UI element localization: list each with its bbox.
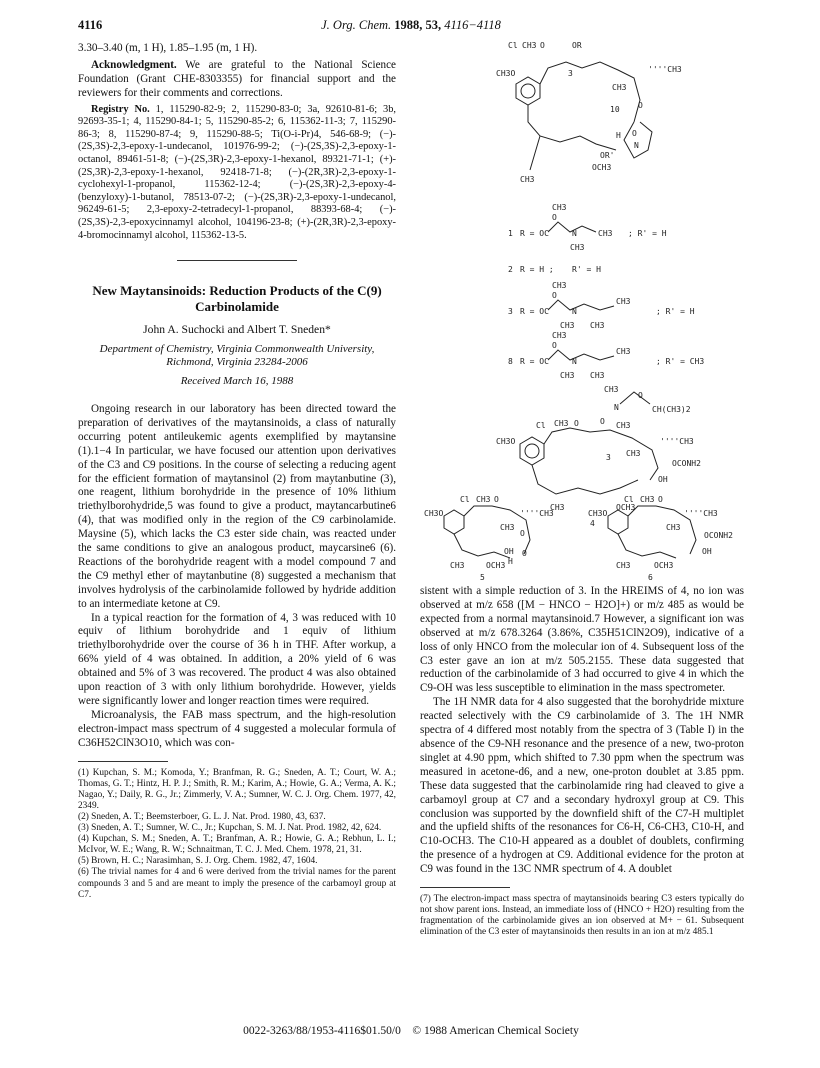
svg-text:CH3O: CH3O — [588, 509, 608, 518]
svg-text:O: O — [574, 419, 579, 428]
svg-text:2: 2 — [508, 265, 513, 274]
svg-text:CH3: CH3 — [666, 523, 681, 532]
svg-text:CH3: CH3 — [554, 419, 569, 428]
svg-text:OCH3: OCH3 — [616, 503, 636, 512]
affiliation: Department of Chemistry, Virginia Commonwealth University, Richmond, Virginia 23284-2006 — [99, 343, 375, 369]
svg-text:5: 5 — [480, 573, 485, 580]
svg-text:1: 1 — [508, 229, 513, 238]
svg-text:O: O — [540, 41, 545, 50]
received-date: Received March 16, 1988 — [180, 375, 294, 388]
authors: John A. Suchocki and Albert T. Sneden* — [143, 323, 331, 337]
svg-text:CH3: CH3 — [476, 495, 491, 504]
svg-text:R = OC: R = OC — [520, 307, 549, 316]
svg-text:CH3O: CH3O — [424, 509, 444, 518]
svg-text:CH3: CH3 — [560, 321, 575, 330]
svg-text:CH3: CH3 — [552, 331, 567, 340]
svg-text:N: N — [572, 307, 577, 316]
svg-text:O: O — [520, 529, 525, 538]
svg-text:O: O — [522, 549, 527, 558]
svg-text:N: N — [572, 229, 577, 238]
svg-text:OCH3: OCH3 — [654, 561, 674, 570]
footnotes-left — [78, 768, 396, 901]
svg-text:O: O — [600, 417, 605, 426]
svg-text:O: O — [632, 129, 637, 138]
svg-text:CH3: CH3 — [520, 175, 535, 184]
body-paragraph-2: In a typical reaction for the formation of 4, 3 was reduced with 10 equiv of lithium borohydride and 1 equiv of lithium triethylborohydride over the course of 36 h in THF. After workup, a 66% yield of 4 was obtained. In addition, a 20% yield of 6 was obtained and 5% of 3 was recovered. The product 4 was also obtained upon reaction of 3 with only lithium borohydride. However, yields were significantly lower and longer reaction times were required. — [78, 611, 396, 707]
svg-text:OR: OR — [572, 41, 582, 50]
svg-text:4: 4 — [590, 519, 595, 528]
svg-text:CH3: CH3 — [560, 371, 575, 380]
acknowledgment: Acknowledgment. We are grateful to the National Science Foundation (Grant CHE-8303355) for financial support and the reviewers for their comments and corrections. — [78, 58, 396, 99]
svg-text:R = OC: R = OC — [520, 357, 549, 366]
svg-text:Cl: Cl — [536, 421, 546, 430]
svg-text:O: O — [552, 213, 557, 222]
footnote: (6) The trivial names for 4 and 6 were derived from the trivial names for the parent compounds 3 and 5 and are meant to imply the presence of the carbamoyl group at C7. — [78, 867, 396, 900]
svg-text:H: H — [616, 131, 621, 140]
svg-text:10: 10 — [610, 105, 620, 114]
body-paragraph-4: sistent with a simple reduction of 3. In the HREIMS of 4, no ion was observed at m/z 658 ([M − HNCO − H2O]+) or m/z 485 as would be expected from a normal maytansinoid.7 However, a significant ion was observed at m/z 678.3264 (3.86%, C35H51ClN2O9), indicative of a loss of only HNCO from the molecular ion of 4. Subsequent loss of the C3 ester gave an ion at m/z 505.2155. These data suggested that reduction of the carbinolamide of 3 had occurred to give 4 in which the C9-OH was less susceptible to elimination in the mass spectrometer. — [420, 585, 744, 695]
footnote-divider — [420, 887, 510, 888]
svg-text:CH3: CH3 — [616, 421, 631, 430]
page-header — [78, 18, 744, 36]
svg-text:''''CH3: ''''CH3 — [660, 437, 694, 446]
svg-text:N: N — [634, 141, 639, 150]
svg-text:CH3: CH3 — [604, 385, 619, 394]
svg-text:Cl: Cl — [624, 495, 634, 504]
footnote: (1) Kupchan, S. M.; Komoda, Y.; Branfman, R. G.; Sneden, A. T.; Court, W. A.; Thomas, G. T.; Hintz, H. P. J.; Smith, R. M.; Karim, A.; Howie, G. A.; Verma, A. K.; Nagao, Y.; Daily, R. G., Jr.; Zimmerly, V. A.; Sumner, W. C. J. Org. Chem. 1977, 42, 2349. — [78, 767, 396, 811]
svg-text:8: 8 — [508, 357, 513, 366]
body-paragraph-3: Microanalysis, the FAB mass spectrum, and the high-resolution electron-impact mass spectrum of 4 suggested a molecular formula of C36H52ClN3O10, which was con- — [78, 708, 396, 749]
svg-text:CH3: CH3 — [626, 449, 641, 458]
prev-article-tail: 3.30–3.40 (m, 1 H), 1.85–1.95 (m, 1 H). — [78, 42, 258, 54]
footnote: (7) The electron-impact mass spectra of maytansinoids bearing C3 esters typically do not show parent ions. Instead, an immediate loss of (HNCO + H2O) resulting from the fragmentation of the carbinolamide gives an ion observed at M+ − 61. Subsequent elimination of the C3 ester of maytansinoids then results in an ion at m/z 485.1 — [420, 894, 744, 938]
svg-text:Cl: Cl — [460, 495, 470, 504]
svg-text:CH3: CH3 — [590, 321, 605, 330]
svg-text:OH: OH — [658, 475, 668, 484]
svg-text:O: O — [494, 495, 499, 504]
svg-text:''''CH3: ''''CH3 — [520, 509, 554, 518]
svg-text:CH(CH3)2: CH(CH3)2 — [652, 405, 691, 414]
svg-text:N: N — [614, 403, 619, 412]
right-column — [420, 585, 744, 938]
footnote: (2) Sneden, A. T.; Beemsterboer, G. L. J. Nat. Prod. 1980, 43, 637. — [78, 812, 326, 822]
svg-text:Cl: Cl — [508, 41, 518, 50]
footnotes-right — [420, 894, 744, 938]
svg-text:CH3: CH3 — [552, 203, 567, 212]
copyright: © 1988 American Chemical Society — [412, 1025, 579, 1037]
svg-text:; R' = CH3: ; R' = CH3 — [656, 357, 705, 366]
svg-text:CH3: CH3 — [500, 523, 515, 532]
registry-numbers: Registry No. 1, 115290-82-9; 2, 115290-83-0; 3a, 92610-81-6; 3b, 92693-35-1; 4, 115290-84-1; 5, 115290-85-2; 6, 115362-11-3; 7, 115290-86-3; 8, 115290-87-4; 9, 115290-88-5; Ti(O-i-Pr)4, 546-68-9; (−)-(2S,3S)-2,3-epoxy-1-undecanol, 101976-99-2; (−)-(2S,3S)-2,3-epoxy-1-octanol, 89461-51-8; (−)-(2S,3R)-2,3-epoxy-1-hexanol, 89321-71-1; (+)-(2S,3R)-2,3-epoxy-1-hexanol, 92418-71-8; (−)-(2R,3R)-2,3-epoxy-1-cyclohexyl-1-propanol, 115362-12-4; (−)-(2S,3R)-2,3-epoxy-4-(benzyloxy)-1-butanol, 78513-07-2; (−)-(2S,3R)-2,3-epoxy-1-undecanol, 96249-61-5; 2,3-epoxy-2-tetradecyl-1-propanol, 88393-68-4; (−)-(2S,3S)-2,3-epoxycinnamyl alcohol, 104196-23-8; (+)-(2R,3R)-2,3-epoxy-4-bromocinnamyl alcohol, 115362-13-5. — [78, 103, 397, 241]
body-paragraph-1: Ongoing research in our laboratory has been directed toward the preparation of derivatives of the maytansinoids, a class of naturally occurring potent antileukemic agents exemplified by maytansine (1).1−4 In particular, we have focused our attention upon derivatives of the C3 and C9 positions. In the course of selecting a reducing agent for the efficient formation of maytansinol (2) from maytanbutine (3), one reagent, lithium borohydride in the presence of 10% lithium triethylborohydride,5 was found to give a product, maytancarbutine6 (4), that was modified only in the region of the C9 carbinolamide. Maysine (5), which lacks the C3 ester side chain, was reacted under the same conditions to give an analogous product, maycarsine6 (6). Reactions of the borohydride reagent with a model compound 7 and the C9 methyl ether of maytanbutine (8) suggested a mechanism that involves hydrolysis of the carbinolamide followed by hydride addition to an intermediate ketone at C9. — [78, 402, 396, 610]
svg-text:O: O — [638, 101, 643, 110]
svg-text:N: N — [572, 357, 577, 366]
svg-text:CH3: CH3 — [640, 495, 655, 504]
svg-text:CH3: CH3 — [522, 41, 537, 50]
svg-text:OH: OH — [504, 547, 514, 556]
article-code: 0022-3263/88/1953-4116$01.50/0 — [243, 1025, 401, 1037]
chemical-structures-figure — [420, 40, 750, 580]
svg-text:O: O — [658, 495, 663, 504]
svg-text:''''CH3: ''''CH3 — [648, 65, 682, 74]
svg-text:3: 3 — [606, 453, 611, 462]
svg-text:CH3O: CH3O — [496, 437, 516, 446]
svg-text:OCONH2: OCONH2 — [704, 531, 733, 540]
compound-table — [508, 203, 704, 380]
svg-text:R' = H: R' = H — [572, 265, 601, 274]
article-title: New Maytansinoids: Reduction Products of the C(9) Carbinolamide — [92, 283, 382, 315]
compound-5-structure — [424, 495, 554, 580]
footnote: (3) Sneden, A. T.; Sumner, W. C., Jr.; Kupchan, S. M. J. Nat. Prod. 1982, 42, 624. — [78, 823, 382, 834]
compound-6-structure — [588, 495, 733, 580]
svg-text:CH3: CH3 — [616, 297, 631, 306]
svg-text:CH3: CH3 — [598, 229, 613, 238]
svg-text:OCONH2: OCONH2 — [672, 459, 701, 468]
svg-text:CH3: CH3 — [612, 83, 627, 92]
svg-text:; R' = H: ; R' = H — [656, 307, 695, 316]
svg-text:O: O — [552, 341, 557, 350]
svg-text:6: 6 — [648, 573, 653, 580]
page-number: 4116 — [78, 18, 103, 32]
footnote: (5) Brown, H. C.; Narasimhan, S. J. Org. Chem. 1982, 47, 1604. — [78, 856, 318, 867]
svg-text:3: 3 — [568, 69, 573, 78]
svg-text:; R' = H: ; R' = H — [628, 229, 667, 238]
svg-text:CH3O: CH3O — [496, 69, 516, 78]
svg-text:OR': OR' — [600, 151, 615, 160]
svg-text:O: O — [638, 391, 643, 400]
svg-text:CH3: CH3 — [450, 561, 465, 570]
maytansinoid-general-structure — [496, 41, 682, 184]
footnote-divider — [78, 761, 168, 762]
svg-text:''''CH3: ''''CH3 — [684, 509, 718, 518]
svg-text:CH3: CH3 — [590, 371, 605, 380]
svg-text:CH3: CH3 — [552, 281, 567, 290]
svg-text:OH: OH — [702, 547, 712, 556]
svg-text:CH3: CH3 — [550, 503, 565, 512]
svg-text:CH3: CH3 — [616, 347, 631, 356]
compound-4-structure — [496, 385, 701, 528]
svg-text:3: 3 — [508, 307, 513, 316]
svg-text:O: O — [552, 291, 557, 300]
svg-text:OCH3: OCH3 — [592, 163, 612, 172]
svg-text:R = OC: R = OC — [520, 229, 549, 238]
svg-text:R = H ;: R = H ; — [520, 265, 554, 274]
page-footer — [78, 1025, 744, 1037]
section-divider — [177, 260, 297, 261]
svg-text:H: H — [508, 557, 513, 566]
footnote: (4) Kupchan, S. M.; Sneden, A. T.; Branfman, A. R.; Howie, G. A.; Rebhun, L. I.; McIvor, W. E.; Wang, R. W.; Schnaitman, T. C. J. Med. Chem. 1978, 21, 31. — [78, 834, 396, 856]
journal-citation: J. Org. Chem. 1988, 53, 4116−4118 — [321, 18, 501, 32]
left-column — [78, 42, 396, 901]
svg-text:OCH3: OCH3 — [486, 561, 506, 570]
body-paragraph-5: The 1H NMR data for 4 also suggested that the borohydride mixture reacted selectively with the C9 carbinolamide of 3. The 1H NMR spectra of 4 differed most notably from the spectra of 3 (Table I) in the absence of the C9-NH resonance and the presence of a new, two-proton singlet at 4.90 ppm, which shifted to 7.30 ppm when the spectrum was measured in acetone-d6, and a new, one-proton doublet at 3.85 ppm. These data suggested that the carbinolamide ring had cleaved to give a carbamoyl group at C7 and a secondary hydroxyl group at C9. This conclusion was supported by the downfield shift of the C7-H multiplet and the upfield shifts of the resonances for C6-H, C6-CH3, C10-H, and C10-OCH3. The C10-H appeared as a doublet of doublets, confirming the presence of a hydrogen at C9. Additional evidence for the proton at C9 was found in the 13C NMR spectrum of 4. A doublet — [420, 696, 744, 876]
svg-text:CH3: CH3 — [570, 243, 585, 252]
svg-text:CH3: CH3 — [616, 561, 631, 570]
